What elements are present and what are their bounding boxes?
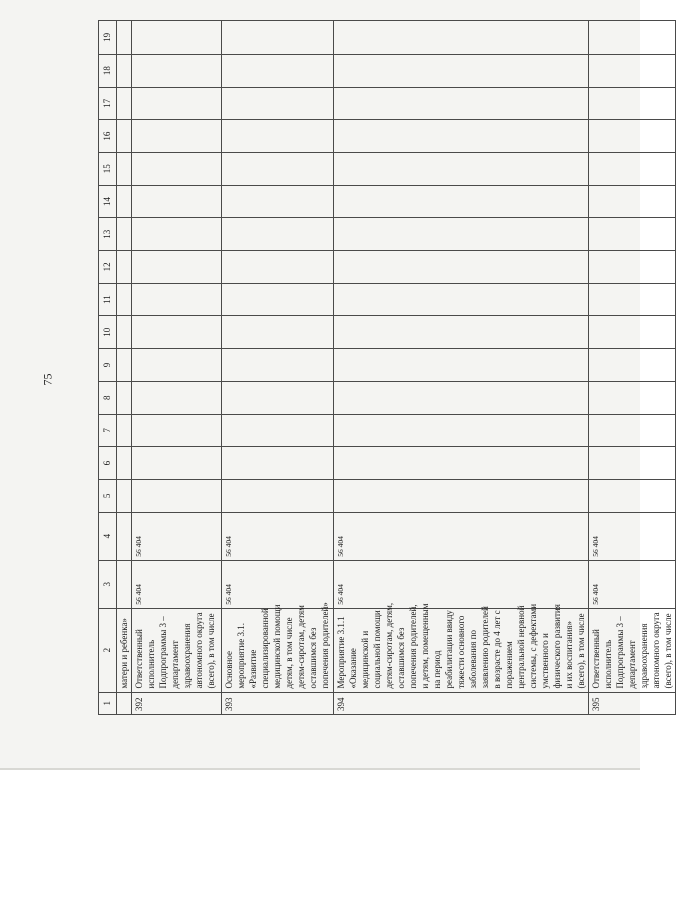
empty-cell	[132, 21, 222, 55]
column-header: 18	[99, 54, 117, 87]
table-row	[222, 21, 334, 715]
empty-cell	[132, 251, 222, 284]
description-line: попечения родителей,	[408, 604, 418, 689]
budget-table	[98, 20, 676, 715]
empty-cell	[589, 381, 676, 414]
empty-cell	[334, 120, 589, 153]
description-line: реабилитации ввиду	[444, 610, 454, 689]
description-line: Подпрограммы 3 –	[615, 616, 625, 689]
empty-cell	[132, 316, 222, 349]
empty-cell	[222, 120, 334, 153]
description-line: и их воспитания»	[564, 621, 574, 689]
empty-cell	[589, 316, 676, 349]
column-header: 1	[99, 692, 117, 714]
column-header: 15	[99, 152, 117, 185]
description-cell	[589, 608, 676, 692]
row-number-cell: 393	[222, 692, 334, 714]
column-header: 5	[99, 479, 117, 512]
empty-cell	[132, 479, 222, 512]
empty-cell	[589, 479, 676, 512]
description-line: мероприятие 3.1.	[236, 623, 246, 689]
empty-cell	[132, 87, 222, 120]
empty-cell	[117, 218, 132, 251]
empty-cell	[222, 54, 334, 87]
column-header: 8	[99, 381, 117, 414]
description-line: социальной помощи	[372, 610, 382, 689]
empty-cell	[589, 283, 676, 316]
description-line: физического развития	[552, 604, 562, 689]
description-line: Подпрограммы 3 –	[158, 616, 168, 689]
description-line: тяжести основного	[456, 615, 466, 689]
column-header: 13	[99, 218, 117, 251]
empty-cell	[589, 349, 676, 382]
empty-cell	[334, 283, 589, 316]
column-header: 14	[99, 185, 117, 218]
column-header: 6	[99, 447, 117, 480]
column-header: 3	[99, 560, 117, 608]
empty-cell	[117, 87, 132, 120]
amount-total-cell	[117, 560, 132, 608]
empty-cell	[117, 185, 132, 218]
empty-cell	[132, 185, 222, 218]
empty-cell	[589, 218, 676, 251]
empty-cell	[117, 349, 132, 382]
description-line: (всего), в том числе	[576, 613, 586, 689]
empty-cell	[222, 414, 334, 447]
description-line: здравоохранения	[182, 623, 192, 689]
description-line: детям-сиротам, детям	[296, 605, 306, 689]
empty-cell	[117, 54, 132, 87]
amount-year-cell: 56 404	[334, 512, 589, 560]
empty-cell	[589, 447, 676, 480]
amount-year-cell: 56 404	[222, 512, 334, 560]
empty-cell	[589, 152, 676, 185]
empty-cell	[132, 447, 222, 480]
column-header: 17	[99, 87, 117, 120]
column-header: 7	[99, 414, 117, 447]
description-line: «Оказание	[348, 648, 358, 689]
empty-cell	[222, 152, 334, 185]
empty-cell	[132, 152, 222, 185]
empty-cell	[222, 21, 334, 55]
table-row	[117, 21, 132, 715]
table-row	[589, 21, 676, 715]
empty-cell	[334, 316, 589, 349]
description-line: исполнитель	[603, 639, 613, 689]
empty-cell	[589, 251, 676, 284]
empty-cell	[117, 152, 132, 185]
empty-cell	[117, 251, 132, 284]
row-number-cell: 395	[589, 692, 676, 714]
empty-cell	[334, 152, 589, 185]
description-line: заболевания по	[468, 630, 478, 689]
empty-cell	[132, 381, 222, 414]
empty-cell	[117, 381, 132, 414]
description-cell	[117, 608, 132, 692]
empty-cell	[222, 185, 334, 218]
description-line: медицинской помощи	[272, 604, 282, 689]
empty-cell	[334, 381, 589, 414]
amount-total-cell: 56 404	[132, 560, 222, 608]
description-line: попечения родителей»	[320, 602, 330, 689]
description-line: автономного округа	[651, 612, 661, 689]
description-line: в возрасте до 4 лет с	[492, 610, 502, 689]
description-line: и детям, помещенным	[420, 603, 430, 689]
description-line: здравоохранения	[639, 623, 649, 689]
empty-cell	[334, 21, 589, 55]
column-header: 11	[99, 283, 117, 316]
empty-cell	[334, 185, 589, 218]
column-header: 16	[99, 120, 117, 153]
description-line: (всего), в том числе	[206, 613, 216, 689]
empty-cell	[334, 414, 589, 447]
column-header: 4	[99, 512, 117, 560]
empty-cell	[117, 21, 132, 55]
empty-cell	[222, 479, 334, 512]
description-line: департамент	[627, 640, 637, 689]
description-line: матери и ребенка»	[119, 618, 129, 689]
row-number-cell	[117, 692, 132, 714]
description-line: (всего), в том числе	[663, 613, 673, 689]
empty-cell	[222, 218, 334, 251]
empty-cell	[117, 479, 132, 512]
page-number: 75	[40, 373, 55, 386]
description-line: центральной нервной	[516, 605, 526, 689]
column-number-row	[99, 21, 117, 715]
empty-cell	[132, 54, 222, 87]
table-row	[132, 21, 222, 715]
column-header: 10	[99, 316, 117, 349]
empty-cell	[334, 251, 589, 284]
column-header: 9	[99, 349, 117, 382]
empty-cell	[132, 349, 222, 382]
column-header: 2	[99, 608, 117, 692]
empty-cell	[589, 120, 676, 153]
empty-cell	[334, 349, 589, 382]
empty-cell	[132, 120, 222, 153]
description-line: департамент	[170, 640, 180, 689]
description-line: детям-сиротам, детям,	[384, 602, 394, 689]
empty-cell	[334, 87, 589, 120]
amount-total-cell: 56 404	[222, 560, 334, 608]
description-line: Основное	[224, 651, 234, 689]
description-line: оставшимся без	[308, 627, 318, 689]
empty-cell	[334, 479, 589, 512]
description-line: на период	[432, 650, 442, 689]
description-line: медицинской и	[360, 630, 370, 689]
empty-cell	[117, 283, 132, 316]
empty-cell	[117, 316, 132, 349]
empty-cell	[589, 54, 676, 87]
description-cell	[132, 608, 222, 692]
description-line: автономного округа	[194, 612, 204, 689]
amount-year-cell: 56 404	[132, 512, 222, 560]
row-number-cell: 394	[334, 692, 589, 714]
empty-cell	[117, 414, 132, 447]
empty-cell	[222, 87, 334, 120]
description-line: Ответственный	[591, 629, 601, 689]
amount-total-cell: 56 404	[589, 560, 676, 608]
empty-cell	[132, 283, 222, 316]
amount-year-cell	[117, 512, 132, 560]
empty-cell	[117, 447, 132, 480]
amount-total-cell: 56 404	[334, 560, 589, 608]
empty-cell	[334, 54, 589, 87]
empty-cell	[222, 381, 334, 414]
column-header: 12	[99, 251, 117, 284]
description-line: заявлению родителей	[480, 606, 490, 689]
description-line: оставшимся без	[396, 627, 406, 689]
empty-cell	[222, 316, 334, 349]
description-line: умственного и	[540, 633, 550, 689]
empty-cell	[334, 218, 589, 251]
table-row	[334, 21, 589, 715]
column-header: 19	[99, 21, 117, 55]
empty-cell	[334, 447, 589, 480]
description-line: детям, в том числе	[284, 617, 294, 689]
empty-cell	[222, 251, 334, 284]
empty-cell	[589, 414, 676, 447]
page-edge	[0, 768, 640, 770]
row-number-cell: 392	[132, 692, 222, 714]
description-cell	[222, 602, 334, 692]
empty-cell	[132, 414, 222, 447]
empty-cell	[589, 21, 676, 55]
description-line: исполнитель	[146, 639, 156, 689]
description-line: поражением	[504, 641, 514, 689]
description-line: системы, с дефектами	[528, 603, 538, 689]
description-line: Ответственный	[134, 629, 144, 689]
empty-cell	[589, 185, 676, 218]
description-line: «Развитие	[248, 649, 258, 689]
empty-cell	[222, 447, 334, 480]
rotated-table-container	[98, 20, 673, 715]
empty-cell	[222, 283, 334, 316]
description-line: специализированной	[260, 608, 270, 689]
description-line: Мероприятие 3.1.1	[336, 616, 346, 689]
amount-year-cell: 56 404	[589, 512, 676, 560]
empty-cell	[589, 87, 676, 120]
empty-cell	[117, 120, 132, 153]
description-cell	[334, 602, 589, 692]
empty-cell	[132, 218, 222, 251]
empty-cell	[222, 349, 334, 382]
